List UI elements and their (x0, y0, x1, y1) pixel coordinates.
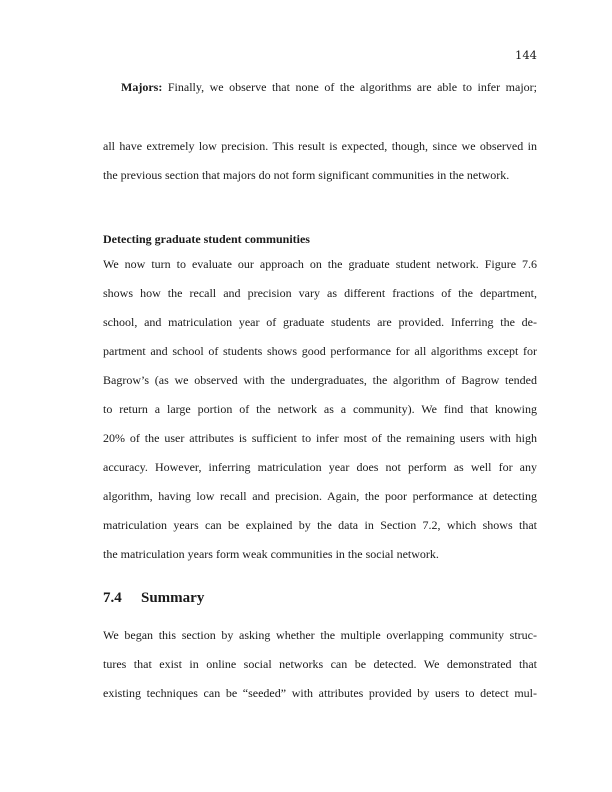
paragraph-line (121, 80, 537, 94)
paragraph-line: the previous section that majors do not form significant communities in the network. (103, 168, 510, 182)
section-number: 7.4 (103, 590, 122, 606)
paragraph-line: the matriculation years form weak communities in the social network. (103, 547, 439, 561)
paragraph-line: tures that exist in online social networks can be detected. We demonstrated that (103, 657, 537, 671)
paragraph-line: Bagrow’s (as we observed with the undergraduates, the algorithm of Bagrow tended (103, 373, 537, 387)
paragraph-line: 20% of the user attributes is sufficient to infer most of the remaining users with high (103, 431, 537, 445)
paragraph-line: We now turn to evaluate our approach on the graduate student network. Figure 7.6 (103, 257, 537, 271)
paragraph-line: all have extremely low precision. This result is expected, though, since we observed in (103, 139, 537, 153)
subsection-title: Detecting graduate student communities (103, 232, 310, 246)
section-title: Summary (141, 590, 205, 606)
page-number: 144 (515, 48, 537, 62)
paragraph-line: We began this section by asking whether the multiple overlapping community struc- (103, 628, 537, 642)
line-text: Finally, we observe that none of the algorithms are able to infer major; (162, 80, 537, 94)
paragraph-line: existing techniques can be “seeded” with attributes provided by users to detect mul- (103, 686, 537, 700)
paragraph-line: matriculation years can be explained by the data in Section 7.2, which shows that (103, 518, 537, 532)
paragraph-line: partment and school of students shows good performance for all algorithms except for (103, 344, 537, 358)
paragraph-line: accuracy. However, inferring matriculation year does not perform as well for any (103, 460, 537, 474)
paragraph-line: algorithm, having low recall and precision. Again, the poor performance at detecting (103, 489, 537, 503)
paragraph-line: school, and matriculation year of graduate students are provided. Inferring the de- (103, 315, 537, 329)
majors-lead: Majors: (121, 80, 163, 94)
paragraph-line: shows how the recall and precision vary as different fractions of the department, (103, 286, 537, 300)
paragraph-line: to return a large portion of the network as a community). We find that knowing (103, 402, 537, 416)
section-heading (103, 590, 204, 607)
